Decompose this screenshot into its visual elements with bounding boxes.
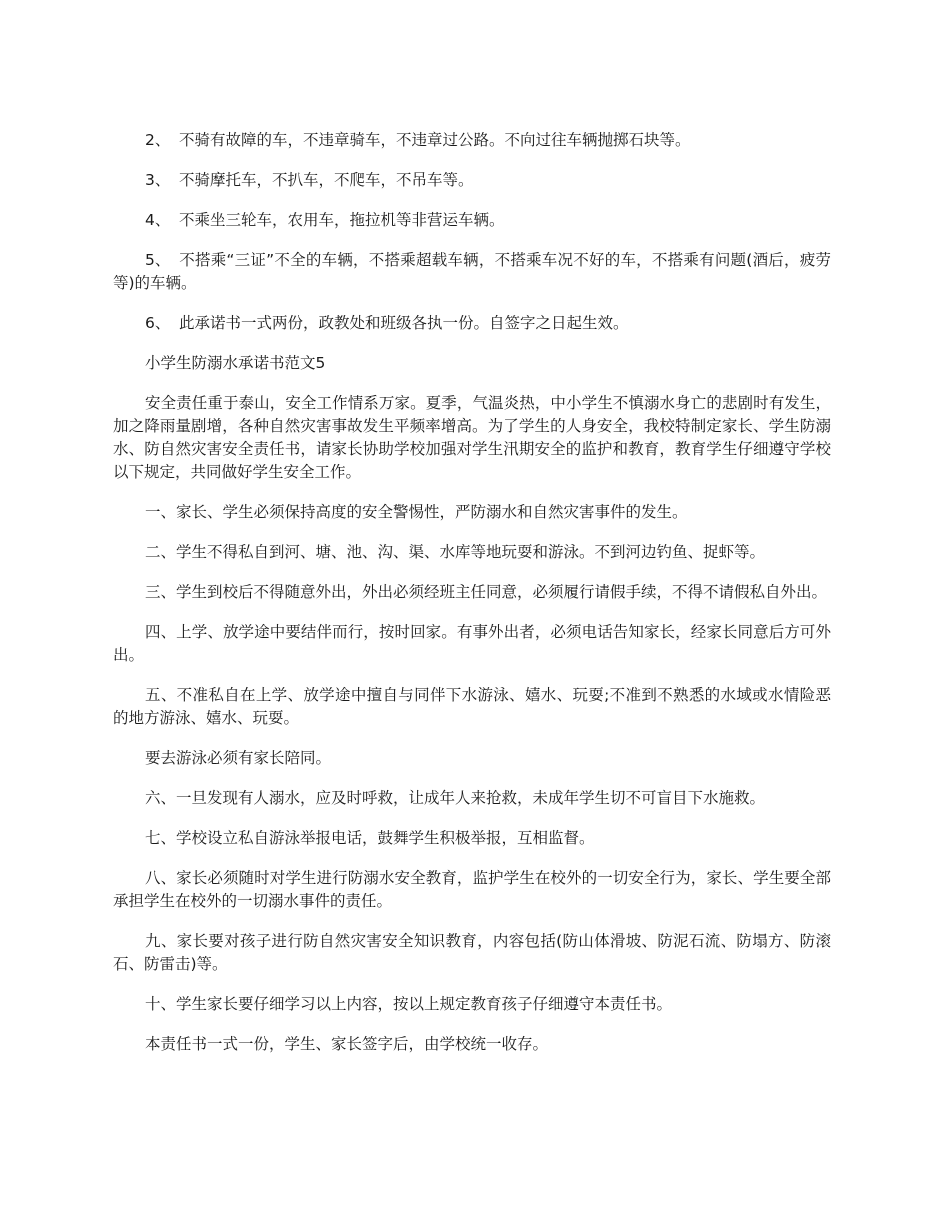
closing-paragraph: 本责任书一式一份，学生、家长签字后，由学校统一收存。 bbox=[145, 1035, 549, 1053]
rule-paragraph: 一、家长、学生必须保持高度的安全警惕性，严防溺水和自然灾害事件的发生。 bbox=[145, 503, 688, 521]
rule-paragraph: 六、一旦发现有人溺水，应及时呼救，让成年人来抢救，未成年学生切不可盲目下水施救。 bbox=[145, 789, 766, 807]
item-text: 不骑有故障的车，不违章骑车，不违章过公路。不向过往车辆抛掷石块等。 bbox=[179, 131, 691, 149]
section-title: 小学生防溺水承诺书范文5 bbox=[145, 354, 326, 372]
document-body bbox=[113, 129, 831, 1073]
item-text: 此承诺书一式两份，政教处和班级各执一份。自签字之日起生效。 bbox=[179, 314, 629, 332]
list-item bbox=[113, 312, 831, 335]
rule-paragraph: 二、学生不得私自到河、塘、池、沟、渠、水库等地玩耍和游泳。不到河边钓鱼、捉虾等。 bbox=[145, 543, 766, 561]
list-item bbox=[113, 249, 831, 295]
item-text: 不搭乘“三证”不全的车辆，不搭乘超载车辆，不搭乘车况不好的车，不搭乘有问题(酒后，疲劳等)的车辆。 bbox=[113, 251, 831, 292]
item-number: 3、 bbox=[145, 171, 171, 189]
rule-paragraph: 九、家长要对孩子进行防自然灾害安全知识教育，内容包括(防山体滑坡、防泥石流、防塌方、防滚石、防雷击)等。 bbox=[113, 932, 831, 973]
item-number: 5、 bbox=[145, 251, 171, 269]
rule-paragraph: 要去游泳必须有家长陪同。 bbox=[145, 749, 332, 767]
list-item bbox=[113, 209, 831, 232]
item-number: 2、 bbox=[145, 131, 171, 149]
rule-paragraph: 四、上学、放学途中要结伴而行，按时回家。有事外出者，必须电话告知家长，经家长同意后方可外出。 bbox=[113, 623, 831, 664]
item-number: 4、 bbox=[145, 211, 171, 229]
rule-paragraph: 五、不准私自在上学、放学途中擅自与同伴下水游泳、嬉水、玩耍;不准到不熟悉的水域或水情险恶的地方游泳、嬉水、玩耍。 bbox=[113, 686, 831, 727]
rule-paragraph: 十、学生家长要仔细学习以上内容，按以上规定教育孩子仔细遵守本责任书。 bbox=[145, 995, 673, 1013]
item-text: 不乘坐三轮车，农用车，拖拉机等非营运车辆。 bbox=[179, 211, 505, 229]
item-text: 不骑摩托车，不扒车，不爬车，不吊车等。 bbox=[179, 171, 474, 189]
rule-paragraph: 八、家长必须随时对学生进行防溺水安全教育，监护学生在校外的一切安全行为，家长、学生要全部承担学生在校外的一切溺水事件的责任。 bbox=[113, 869, 831, 910]
item-number: 6、 bbox=[145, 314, 171, 332]
list-item bbox=[113, 169, 831, 192]
rule-paragraph: 三、学生到校后不得随意外出，外出必须经班主任同意，必须履行请假手续，不得不请假私自外出。 bbox=[145, 583, 828, 601]
intro-paragraph: 安全责任重于泰山，安全工作情系万家。夏季，气温炎热，中小学生不慎溺水身亡的悲剧时有发生，加之降雨量剧增，各种自然灾害事故发生平频率增高。为了学生的人身安全，我校特制定家长、学生防溺水、防自然灾害安全责任书，请家长协助学校加强对学生汛期安全的监护和教育，教育学生仔细遵守学校以下规定，共同做好学生安全工作。 bbox=[113, 394, 831, 481]
list-item bbox=[113, 129, 831, 152]
rule-paragraph: 七、学校设立私自游泳举报电话，鼓舞学生积极举报，互相监督。 bbox=[145, 829, 595, 847]
